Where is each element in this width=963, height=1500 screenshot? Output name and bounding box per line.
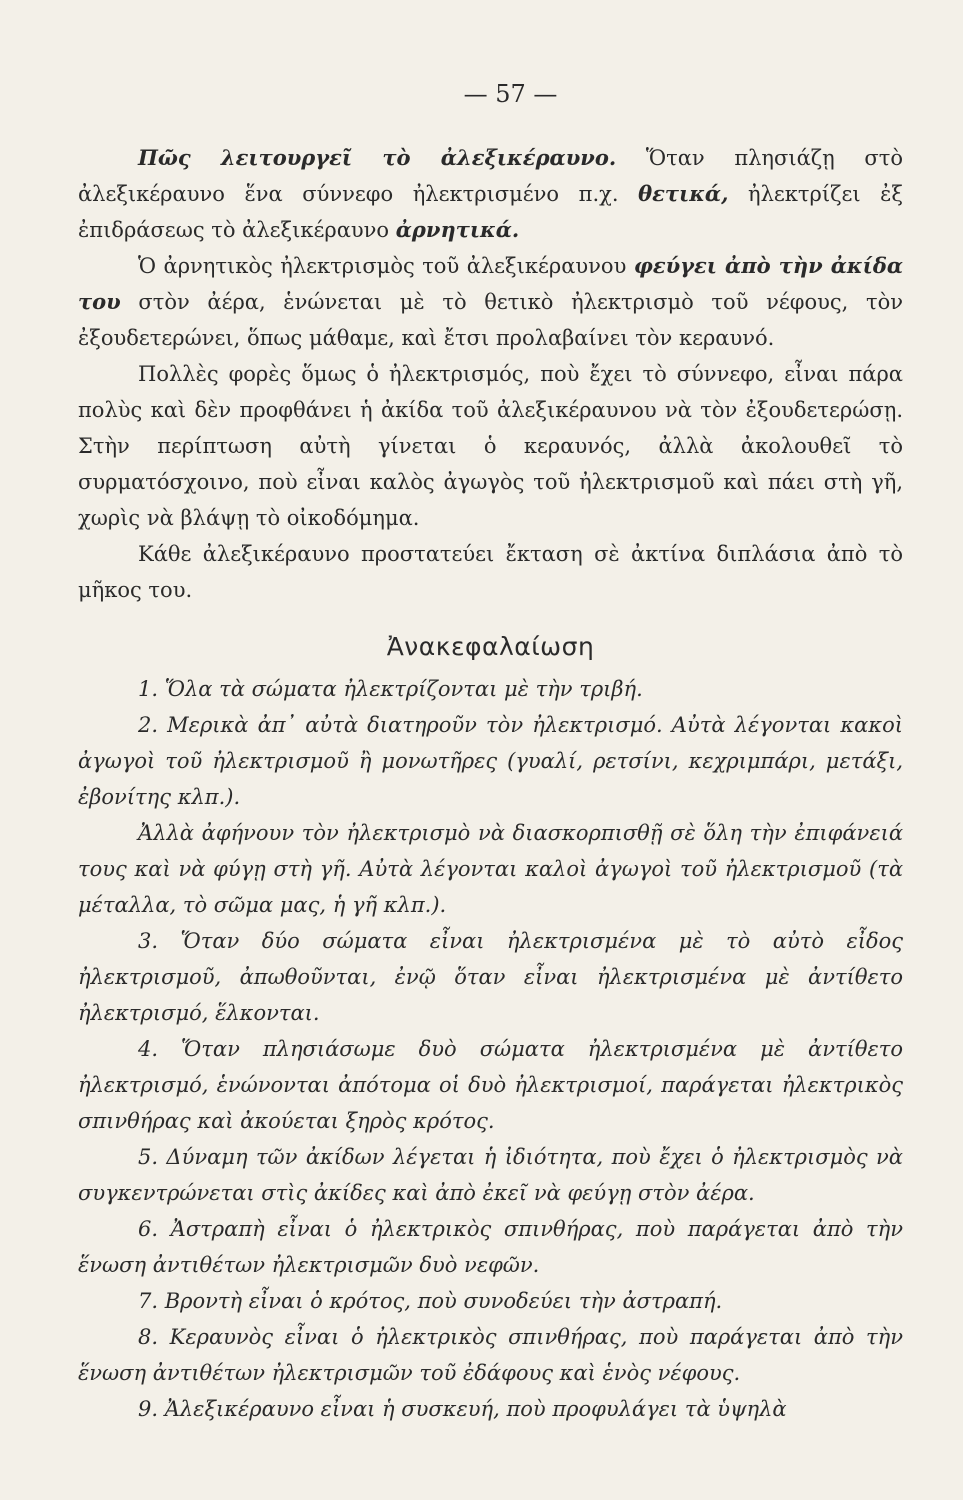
- summary-item: Ἀλλὰ ἀφήνουν τὸν ἠλεκτρισμὸ νὰ διασκορπισθῇ σὲ ὅλη τὴν ἐπιφάνειά τους καὶ νὰ φύγῃ στὴ γῆ. Αὐτὰ λέγονται καλοὶ ἀγωγοὶ τοῦ ἠλεκτρισμοῦ (τὰ μέταλλα, τὸ σῶμα μας, ἡ γῆ κλπ.).: [78, 821, 903, 917]
- paragraph-lightning-rod-function: [78, 140, 903, 248]
- summary-item: 3. Ὅταν δύο σώματα εἶναι ἠλεκτρισμένα μὲ τὸ αὐτὸ εἶδος ἠλεκτρισμοῦ, ἀπωθοῦνται, ἐνῷ ὅταν εἶναι ἠλεκτρισμένα μὲ ἀντίθετο ἠλεκτρισμό, ἕλκονται.: [78, 929, 903, 1025]
- page-number: — 57 —: [463, 80, 558, 108]
- paragraph-negative-charge: [78, 248, 903, 356]
- summary-item: 2. Μερικὰ ἀπ᾽ αὐτὰ διατηροῦν τὸν ἠλεκτρισμό. Αὐτὰ λέγονται κακοὶ ἀγωγοὶ τοῦ ἠλεκτρισμοῦ ἢ μονωτῆρες (γυαλί, ρετσίνι, κεχριμπάρι, μετάξι, ἐβονίτης κλπ.).: [78, 713, 903, 809]
- summary-item: 9. Ἀλεξικέραυνο εἶναι ἡ συσκευή, ποὺ προφυλάγει τὰ ὑψηλὰ: [138, 1397, 787, 1421]
- paragraph-text: ἠλεκτρίζει ἐξ ἐπιδράσεως τὸ ἀλεξικέραυνο: [78, 182, 903, 242]
- emphasis-text: ἀρνητικά.: [395, 217, 520, 242]
- paragraph-excess-charge: Πολλὲς φορὲς ὅμως ὁ ἠλεκτρισμός, ποὺ ἔχει τὸ σύννεφο, εἶναι πάρα πολὺς καὶ δὲν προφθάνει ἡ ἀκίδα τοῦ ἀλεξικέραυνου νὰ τὸν ἐξουδετερώσῃ. Στὴν περίπτωση αὐτὴ γίνεται ὁ κεραυνός, ἀλλὰ ἀκολουθεῖ τὸ συρματόσχοινο, ποὺ εἶναι καλὸς ἀγωγὸς τοῦ ἠλεκτρισμοῦ καὶ πάει στὴ γῆ, χωρὶς νὰ βλάψῃ τὸ οἰκοδόμημα.: [78, 362, 903, 530]
- summary-item: 1. Ὅλα τὰ σώματα ἠλεκτρίζονται μὲ τὴν τριβή.: [138, 677, 643, 701]
- emphasis-text: θετικά,: [638, 181, 729, 206]
- summary-list: [78, 671, 903, 1427]
- paragraph-text: Ὁ ἀρνητικὸς ἠλεκτρισμὸς τοῦ ἀλεξικέραυνου: [138, 254, 634, 278]
- section-heading-inline: Πῶς λειτουργεῖ τὸ ἀλεξικέραυνο.: [138, 145, 617, 170]
- emphasis-text: φεύγει ἀπὸ τὴν ἀκίδα του: [78, 253, 903, 314]
- summary-heading: Ἀνακεφαλαίωση: [386, 632, 595, 661]
- summary-item: 8. Κεραυνὸς εἶναι ὁ ἠλεκτρικὸς σπινθήρας, ποὺ παράγεται ἀπὸ τὴν ἕνωση ἀντιθέτων ἠλεκτρισμῶν τοῦ ἐδάφους καὶ ἑνὸς νέφους.: [78, 1325, 903, 1385]
- summary-item: 6. Ἀστραπὴ εἶναι ὁ ἠλεκτρικὸς σπινθήρας, ποὺ παράγεται ἀπὸ τὴν ἕνωση ἀντιθέτων ἠλεκτρισμῶν δυὸ νεφῶν.: [78, 1217, 903, 1277]
- paragraph-text: στὸν ἀέρα, ἑνώνεται μὲ τὸ θετικὸ ἠλεκτρισμὸ τοῦ νέφους, τὸν ἐξουδετερώνει, ὅπως μάθαμε, καὶ ἔτσι προλαβαίνει τὸν κεραυνό.: [78, 290, 903, 350]
- summary-item: 4. Ὅταν πλησιάσωμε δυὸ σώματα ἠλεκτρισμένα μὲ ἀντίθετο ἠλεκτρισμό, ἑνώνονται ἀπότομα οἱ δυὸ ἠλεκτρισμοί, παράγεται ἠλεκτρικὸς σπινθήρας καὶ ἀκούεται ξηρὸς κρότος.: [78, 1037, 903, 1133]
- summary-item: 7. Βροντὴ εἶναι ὁ κρότος, ποὺ συνοδεύει τὴν ἀστραπή.: [138, 1289, 723, 1313]
- paragraph-protection-radius: Κάθε ἀλεξικέραυνο προστατεύει ἔκταση σὲ ἀκτίνα διπλάσια ἀπὸ τὸ μῆκος του.: [78, 542, 903, 602]
- paragraph-text: Ὅταν πλησιάζῃ στὸ ἀλεξικέραυνο ἕνα σύννεφο ἠλεκτρισμένο π.χ.: [78, 146, 903, 206]
- summary-item: 5. Δύναμη τῶν ἀκίδων λέγεται ἡ ἰδιότητα, ποὺ ἔχει ὁ ἠλεκτρισμὸς νὰ συγκεντρώνεται στὶς ἀκίδες καὶ ἀπὸ ἐκεῖ νὰ φεύγῃ στὸν ἀέρα.: [78, 1145, 903, 1205]
